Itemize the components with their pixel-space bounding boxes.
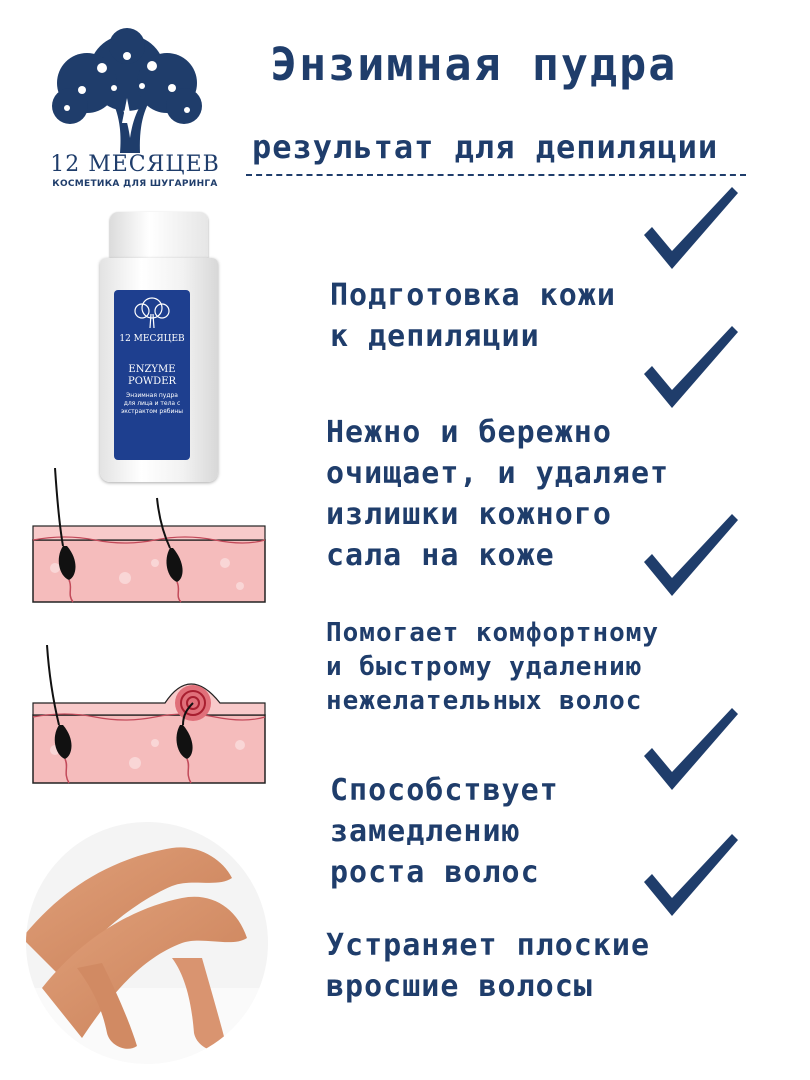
brand-logo: [40, 152, 230, 189]
bottle-label: [114, 290, 190, 460]
page-title: Энзимная пудра: [270, 38, 678, 91]
bottle-cap: [110, 212, 208, 260]
check-mark-icon: [640, 322, 740, 412]
feature-skin-prep: Подготовка кожи к депиляции: [330, 278, 616, 354]
tree-logo-icon: [42, 28, 212, 153]
feature-slow-growth: Способствует замедлению роста волос: [330, 773, 559, 890]
bottle-brand: 12 МЕСЯЦЕВ: [119, 334, 185, 344]
brand-tagline: КОСМЕТИКА ДЛЯ ШУГАРИНГА: [52, 179, 218, 189]
feature-comfortable-removal: Помогает комфортному и быстрому удалению нежелательных волос: [326, 618, 660, 716]
bottle-tree-icon: [132, 296, 172, 328]
hair-follicle-illustration: [25, 468, 270, 608]
legs-photo: [22, 818, 272, 1068]
divider: [246, 174, 746, 176]
bottle-product-line1: ENZYME: [128, 364, 176, 375]
check-mark-icon: [640, 183, 740, 273]
bottle-product-line2: POWDER: [127, 376, 177, 387]
page-subtitle: результат для депиляции: [252, 128, 719, 166]
ingrown-hair-illustration: [25, 645, 270, 790]
brand-name: 12 МЕСЯЦЕВ: [50, 152, 220, 177]
product-bottle: [100, 212, 218, 482]
bottle-description: Энзимная пудра для лица и тела с экстрактом рябины: [120, 392, 184, 415]
feature-gentle-cleansing: Нежно и бережно очищает, и удаляет излишки кожного сала на коже: [326, 415, 670, 573]
feature-ingrown-hair: Устраняет плоские вросшие волосы: [326, 928, 651, 1004]
check-mark-icon: [640, 830, 740, 920]
